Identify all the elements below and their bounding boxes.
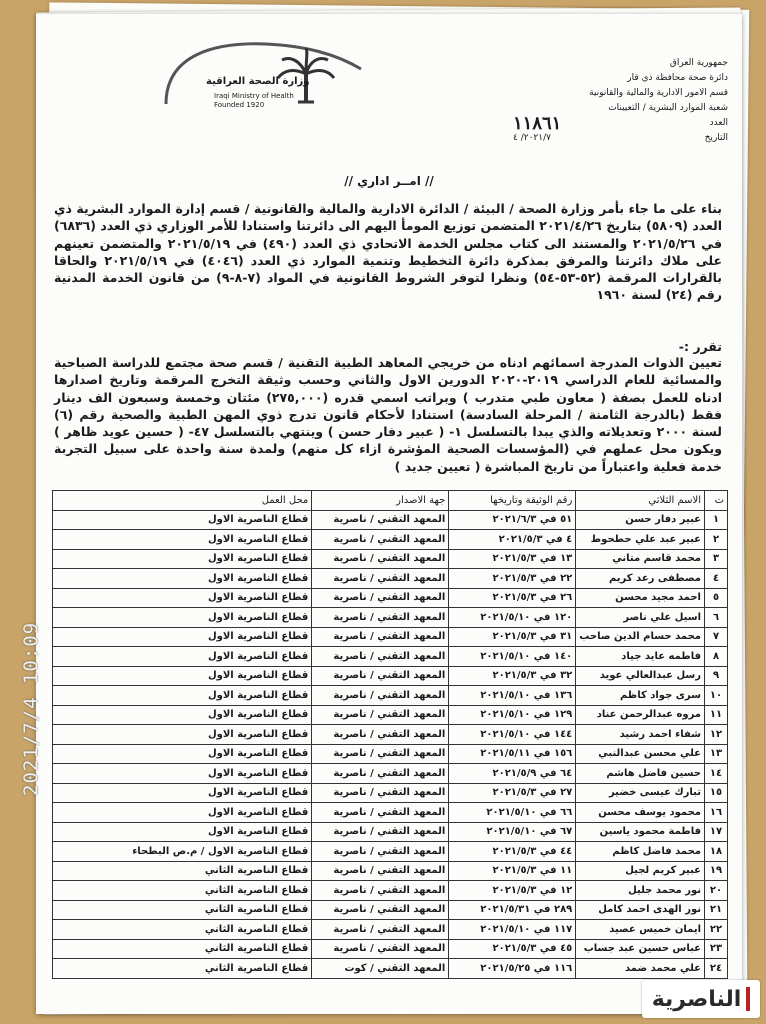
table-cell: ٤٥ في ٢٠٢١/٥/٣ — [449, 939, 576, 959]
table-cell: قطاع الناصرية الاول — [53, 666, 312, 686]
table-cell: فاطمه عايد جياد — [576, 647, 705, 667]
table-cell: قطاع الناصرية الاول — [53, 588, 312, 608]
table-cell: فاطمة محمود ياسين — [576, 822, 705, 842]
table-cell: علي محمد ضمد — [576, 959, 705, 979]
table-row — [53, 920, 728, 940]
table-cell: ٣٢ في ٢٠٢١/٥/٣ — [449, 666, 576, 686]
table-cell: نور الهدى احمد كامل — [576, 900, 705, 920]
table-cell: ٥ — [705, 588, 728, 608]
table-cell: محمد حسام الدين صاحب — [576, 627, 705, 647]
table-cell: قطاع الناصرية الاول — [53, 803, 312, 823]
table-cell: ٦٦ في ٢٠٢١/٥/١٠ — [449, 803, 576, 823]
table-cell: ٦٤ في ٢٠٢١/٥/٩ — [449, 764, 576, 784]
table-row — [53, 725, 728, 745]
gov-line: قسم الامور الادارية والمالية والقانونية — [589, 88, 728, 98]
table-cell: سرى جواد كاظم — [576, 686, 705, 706]
table-cell: ١٢٠ في ٢٠٢١/٥/١٠ — [449, 608, 576, 628]
column-header: رقم الوثيقة وتاريخها — [449, 491, 576, 511]
table-cell: قطاع الناصرية الثاني — [53, 861, 312, 881]
government-header — [513, 56, 728, 146]
table-cell: ٤ في ٢٠٢١/٥/٣ — [449, 530, 576, 550]
table-row — [53, 744, 728, 764]
table-cell: مروه عبدالرحمن عناد — [576, 705, 705, 725]
table-cell: المعهد التقني / ناصرية — [312, 783, 449, 803]
table-cell: قطاع الناصرية الثاني — [53, 881, 312, 901]
table-row — [53, 861, 728, 881]
table-cell: ١٢٩ في ٢٠٢١/٥/١٠ — [449, 705, 576, 725]
gov-line: شعبة الموارد البشرية / التعيينات — [608, 103, 728, 113]
table-cell: رسل عبدالعالي عويد — [576, 666, 705, 686]
table-row — [53, 530, 728, 550]
table-cell: المعهد التقني / ناصرية — [312, 725, 449, 745]
table-cell: ٦ — [705, 608, 728, 628]
table-row — [53, 881, 728, 901]
table-row — [53, 569, 728, 589]
body-paragraph: تعيين الذوات المدرجة اسمائهم ادناه من خريجي المعاهد الطبية التقنية / قسم صحة مجتمع للدراسة الصباحية والمسائية للعام الدراسي ٢٠١٩-٢٠٢٠ الدورين الاول والثاني وحسب وثيقة التخرج المرقمة وتاريخ اصدارها ادناه للعمل بصفة ( معاون طبي متدرب ) وبراتب اسمي قدره (٢٧٥,٠٠٠) مئتان وخمسة وسبعون الف دينار فقط (بالدرجة الثامنة / المرحلة السادسة) استنادا لأحكام قانون تدرج ذوي المهن الطبية والصحية رقم (٦) لسنة ٢٠٠٠ وتعديلاته والذي يبدا بالتسلسل ١- ( عبير دفار حسن ) وينتهي بالتسلسل ٤٧- ( حسين عويد ظاهر ) ويكون محل عملهم في (المؤسسات الصحية المؤشرة ازاء كل منهم) ولمدة سنة واحدة على سبيل التجربة خدمة فعلية واعتباراً من تاريخ المباشرة ( تعيين جديد ) — [54, 355, 722, 474]
table-row — [53, 705, 728, 725]
table-cell: محمد قاسم متاني — [576, 549, 705, 569]
gov-line: جمهورية العراق — [669, 58, 728, 68]
table-cell: شفاء احمد رشيد — [576, 725, 705, 745]
watermark-logo — [642, 980, 760, 1018]
table-cell: ٩ — [705, 666, 728, 686]
founded-year: Founded 1920 — [214, 101, 265, 109]
table-cell: ١٢ — [705, 725, 728, 745]
table-cell: ١١ — [705, 705, 728, 725]
table-cell: المعهد التقني / ناصرية — [312, 881, 449, 901]
number-label: العدد — [709, 118, 728, 128]
table-cell: قطاع الناصرية الاول — [53, 530, 312, 550]
table-row — [53, 764, 728, 784]
table-cell: المعهد التقني / ناصرية — [312, 588, 449, 608]
table-cell: المعهد التقني / ناصرية — [312, 764, 449, 784]
table-cell: ٣ — [705, 549, 728, 569]
ministry-name-en: Iraqi Ministry of Health — [214, 92, 294, 100]
table-cell: ٣١ في ٢٠٢١/٥/٣ — [449, 627, 576, 647]
table-cell: قطاع الناصرية الاول — [53, 725, 312, 745]
table-cell: المعهد التقني / ناصرية — [312, 861, 449, 881]
table-cell: المعهد التقني / ناصرية — [312, 920, 449, 940]
table-cell: ١٥٦ في ٢٠٢١/٥/١١ — [449, 744, 576, 764]
table-cell: ١٤٠ في ٢٠٢١/٥/١٠ — [449, 647, 576, 667]
table-cell: محمود يوسف محسن — [576, 803, 705, 823]
decision-label: تقرر :- — [678, 339, 722, 354]
table-cell: قطاع الناصرية الاول — [53, 510, 312, 530]
table-cell: ١٣ — [705, 744, 728, 764]
table-cell: المعهد التقني / ناصرية — [312, 647, 449, 667]
table-cell: المعهد التقني / ناصرية — [312, 686, 449, 706]
table-cell: المعهد التقني / ناصرية — [312, 842, 449, 862]
table-cell: ٧ — [705, 627, 728, 647]
table-cell: ٢٢ — [705, 920, 728, 940]
table-cell: ١٢ في ٢٠٢١/٥/٣ — [449, 881, 576, 901]
table-cell: ١١٧ في ٢٠٢١/٥/١٠ — [449, 920, 576, 940]
table-cell: المعهد التقني / ناصرية — [312, 510, 449, 530]
table-cell: قطاع الناصرية الثاني — [53, 959, 312, 979]
table-row — [53, 939, 728, 959]
table-cell: علي محسن عبدالنبي — [576, 744, 705, 764]
table-cell: اسيل علي ناصر — [576, 608, 705, 628]
table-cell: ٢٦ في ٢٠٢١/٥/٣ — [449, 588, 576, 608]
table-row — [53, 783, 728, 803]
table-row — [53, 608, 728, 628]
table-cell: ٢٨٩ في ٢٠٢١/٥/٣١ — [449, 900, 576, 920]
number-value: ١١٨٦١ — [513, 113, 562, 134]
table-row — [53, 627, 728, 647]
table-cell: قطاع الناصرية الثاني — [53, 939, 312, 959]
table-cell: المعهد التقني / ناصرية — [312, 939, 449, 959]
table-cell: قطاع الناصرية الاول / م.ص البطحاء — [53, 842, 312, 862]
table-cell: ٥١ في ٢٠٢١/٦/٣ — [449, 510, 576, 530]
table-cell: قطاع الناصرية الاول — [53, 647, 312, 667]
table-row — [53, 686, 728, 706]
table-cell: المعهد التقني / ناصرية — [312, 666, 449, 686]
number-row — [513, 113, 728, 134]
table-cell: المعهد التقني / ناصرية — [312, 803, 449, 823]
table-cell: ٤ — [705, 569, 728, 589]
table-cell: ١٧ — [705, 822, 728, 842]
table-cell: قطاع الناصرية الاول — [53, 569, 312, 589]
appointees-table — [52, 490, 728, 979]
table-cell: ٢ — [705, 530, 728, 550]
date-label: التاريخ — [704, 133, 728, 143]
table-cell: ١٩ — [705, 861, 728, 881]
table-cell: ٦٧ في ٢٠٢١/٥/١٠ — [449, 822, 576, 842]
table-cell: المعهد التقني / ناصرية — [312, 822, 449, 842]
table-cell: محمد فاضل كاظم — [576, 842, 705, 862]
ministry-logo — [156, 34, 371, 124]
table-cell: ٢١ — [705, 900, 728, 920]
table-cell: ايمان خميس عصيد — [576, 920, 705, 940]
table-row — [53, 588, 728, 608]
table-cell: ١ — [705, 510, 728, 530]
order-title: // امــر اداري // — [344, 174, 434, 188]
table-cell: قطاع الناصرية الاول — [53, 764, 312, 784]
table-cell: المعهد التقني / ناصرية — [312, 744, 449, 764]
table-cell: عبير عبد علي حطحوط — [576, 530, 705, 550]
table-cell: نور محمد جليل — [576, 881, 705, 901]
table-cell: المعهد التقني / ناصرية — [312, 530, 449, 550]
column-header: جهة الاصدار — [312, 491, 449, 511]
table-cell: قطاع الناصرية الاول — [53, 783, 312, 803]
table-cell: المعهد التقني / ناصرية — [312, 569, 449, 589]
table-row — [53, 959, 728, 979]
table-row — [53, 803, 728, 823]
table-cell: ١٥ — [705, 783, 728, 803]
table-cell: قطاع الناصرية الاول — [53, 744, 312, 764]
photo-timestamp: 2021/7/4 10:09 — [20, 621, 42, 796]
table-cell: ١١ في ٢٠٢١/٥/٣ — [449, 861, 576, 881]
table-cell: قطاع الناصرية الاول — [53, 686, 312, 706]
table-cell: ١٤ — [705, 764, 728, 784]
column-header: ت — [705, 491, 728, 511]
table-cell: ٨ — [705, 647, 728, 667]
table-cell: المعهد التقني / ناصرية — [312, 627, 449, 647]
table-cell: المعهد التقني / كوت — [312, 959, 449, 979]
date-value: ٢٠٢١/٧/ ٤ — [513, 133, 551, 143]
table-row — [53, 549, 728, 569]
table-cell: حسين فاضل هاشم — [576, 764, 705, 784]
table-cell: ١١٦ في ٢٠٢١/٥/٢٥ — [449, 959, 576, 979]
table-cell: عباس حسين عبد جساب — [576, 939, 705, 959]
table-cell: المعهد التقني / ناصرية — [312, 549, 449, 569]
table-cell: قطاع الناصرية الاول — [53, 822, 312, 842]
table-cell: قطاع الناصرية الاول — [53, 705, 312, 725]
table-cell: ٢٢ في ٢٠٢١/٥/٣ — [449, 569, 576, 589]
table-cell: ٢٠ — [705, 881, 728, 901]
table-row — [53, 666, 728, 686]
table-row — [53, 510, 728, 530]
table-cell: احمد مجيد محسن — [576, 588, 705, 608]
table-cell: عبير دفار حسن — [576, 510, 705, 530]
table-cell: ١٤٤ في ٢٠٢١/٥/١٠ — [449, 725, 576, 745]
table-cell: مصطفى رعد كريم — [576, 569, 705, 589]
table-cell: ١٣ في ٢٠٢١/٥/٣ — [449, 549, 576, 569]
table-header-row — [53, 491, 728, 511]
table-cell: ١٨ — [705, 842, 728, 862]
table-row — [53, 822, 728, 842]
column-header: محل العمل — [53, 491, 312, 511]
document-page — [36, 14, 742, 1014]
table-cell: ١٦ — [705, 803, 728, 823]
date-row — [513, 131, 728, 146]
table-cell: قطاع الناصرية الثاني — [53, 920, 312, 940]
watermark-bar — [746, 987, 750, 1011]
table-cell: المعهد التقني / ناصرية — [312, 900, 449, 920]
table-cell: قطاع الناصرية الاول — [53, 627, 312, 647]
ministry-name-ar: وزارة الصحة العراقية — [206, 76, 310, 87]
table-cell: ١٣٦ في ٢٠٢١/٥/١٠ — [449, 686, 576, 706]
gov-line: دائرة صحة محافظة ذي قار — [627, 73, 728, 83]
table-cell: قطاع الناصرية الاول — [53, 549, 312, 569]
column-header: الاسم الثلاثي — [576, 491, 705, 511]
table-cell: ١٠ — [705, 686, 728, 706]
table-cell: ٢٧ في ٢٠٢١/٥/٣ — [449, 783, 576, 803]
body-paragraph: بناء على ما جاء بأمر وزارة الصحة / البيئة / الدائرة الادارية والمالية والقانونية / قسم إدارة الموارد البشرية ذي العدد (٥٨٠٩) بتاريخ ٢٠٢١/٤/٢٦ المتضمن توزيع المومأ اليهم الى دائرتنا واستنادا للأمر الوزاري ذي العدد (٦٨٣٦) في ٢٠٢١/٥/٢٦ والمستند الى كتاب مجلس الخدمة الاتحادي ذي العدد (٤٩٠) في ٢٠٢١/٥/١٩ والمتضمن تعينهم على ملاك دائرتنا والمرفق بمذكرة دائرة التخطيط وتنمية الموارد ذي العدد (٤٠٤٦) في ٢٠٢١/٥/١٩ والحاقا بالقرارات المرقمة (٥٢-٥٣-٥٤) ونظرا لتوفر الشروط القانونية في المواد (٧-٨-٩) من قانون الخدمة المدنية رقم (٢٤) لسنة ١٩٦٠ — [54, 201, 723, 303]
table-cell: قطاع الناصرية الثاني — [53, 900, 312, 920]
table-row — [53, 900, 728, 920]
table-row — [53, 842, 728, 862]
table-cell: قطاع الناصرية الاول — [53, 608, 312, 628]
watermark-text: الناصرية — [651, 986, 742, 1012]
table-cell: عبير كريم لجيل — [576, 861, 705, 881]
table-row — [53, 647, 728, 667]
table-cell: ٢٤ — [705, 959, 728, 979]
table-cell: ٤٤ في ٢٠٢١/٥/٣ — [449, 842, 576, 862]
table-cell: المعهد التقني / ناصرية — [312, 608, 449, 628]
table-cell: تبارك عيسى خضير — [576, 783, 705, 803]
table-cell: المعهد التقني / ناصرية — [312, 705, 449, 725]
table-cell: ٢٣ — [705, 939, 728, 959]
